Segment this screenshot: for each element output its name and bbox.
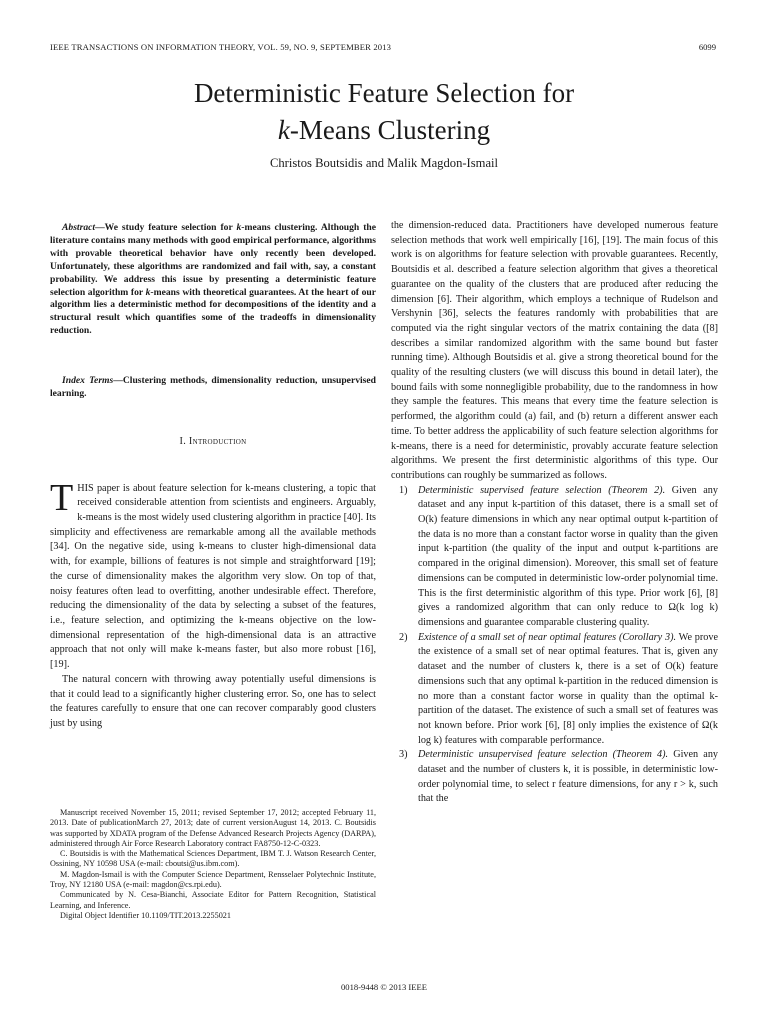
list-item-heading: Deterministic supervised feature selection (Theorem 2). (418, 484, 666, 496)
abstract-k-2: k (145, 286, 151, 298)
list-item-text: Given any dataset and the number of clusters k, it is possible, in deterministic low-order polynomial time, to select r feature dimensions, for any r > k, such that the (418, 749, 719, 805)
footnote-manuscript: Manuscript received November 15, 2011; revised September 17, 2012; accepted February 11, 2013. Date of publicationMarch 27, 2013; date of current versionAugust 14, 2013. C. Boutsidis was supported by XDATA program of the Defense Advanced Research Projects Agency (DARPA), administered through Air Force Research Laboratory contract FA8750-12-C-0323. (50, 808, 376, 848)
section-title: Introduction (188, 435, 247, 447)
abstract-text-a: —We study feature selection for (95, 222, 237, 233)
copyright-footer: 0018-9448 © 2013 IEEE (340, 982, 427, 992)
right-column (391, 219, 718, 807)
page-number: 6099 (698, 42, 716, 52)
paper-title-line2 (0, 114, 768, 147)
list-item-number: 1) (399, 484, 408, 496)
index-terms-label: Index Terms (62, 375, 114, 387)
intro-paragraph-2: The natural concern with throwing away potentially useful dimensions is that it could lead to a significantly higher clustering error. So, one has to select the features carefully to ensure that one can recover comparably good clusters just by using (50, 673, 376, 729)
introduction (50, 476, 376, 732)
list-item (391, 484, 718, 631)
abstract-text-b: -means clustering. Although the literature contains many methods with good empirical performance, algorithms with provable theoretical behavior have only recently been developed. Unfortunately, these algorithms are randomized and fail with, say, a constant probability. We address this issue by presenting a deterministic feature selection algorithm for (50, 222, 377, 298)
list-item (391, 748, 718, 807)
title-variable-k: k (277, 115, 290, 145)
list-item-heading: Existence of a small set of near optimal features (Corollary 3). (418, 631, 677, 643)
abstract-text-c: -means with theoretical guarantees. At the heart of our algorithm lies a deterministic method for decompositions of the identity and a structural result which quantifies some of the tradeoffs in dimensionality reduction. (50, 286, 376, 337)
list-item-text: We prove the existence of a small set of near optimal features. That is, given any dataset and the number of clusters k, there is a set of O(k) feature dimensions such that any optimal k-partition in the reduced dimension is no more than a constant factor worse in quality than the optimal k-partition of the dataset. The existence of such a small set of features was not known before. Prior work [6], [8] only implies the existence of Ω(k log k) features with comparable performance. (418, 631, 718, 746)
list-item-number: 3) (399, 749, 408, 761)
abstract (50, 222, 376, 338)
right-paragraph-1: the dimension-reduced data. Practitioners have developed numerous feature selection methods that work well empirically [16], [19]. The main focus of this work is on algorithms for feature selection with provable guarantees. Recently, Boutsidis et al. described a feature selection algorithm that gives a theoretical guarantee on the quality of the clusters that are produced after reducing the dimension [6]. Their algorithm, which employs a technique of Rudelson and Vershynin [36], selects the features randomly with probabilities that are computed via the right singular vectors of the matrix containing the data ([8] describes a similar randomized algorithm with the same bound but faster running time). Although Boutsidis et al. give a strong theoretical bound for the quality of the resulting clusters (we will discuss this bound in detail later), the bound fails with some nonnegligible probability, due to the randomness in how they sample the features. This means that every time the feature selection is performed, the algorithm could (a) fail, and (b) return a different answer each time. To better address the applicability of such feature selection algorithms for k-means, there is a need for deterministic, provably accurate feature selection algorithms. We present the first deterministic algorithms of this type. Our contributions can roughly be summarized as follows. (391, 220, 718, 481)
list-item-heading: Deterministic unsupervised feature selection (Theorem 4). (418, 749, 669, 761)
drop-cap: T (50, 476, 74, 519)
running-header: IEEE TRANSACTIONS ON INFORMATION THEORY, VOL. 59, NO. 9, SEPTEMBER 2013 (50, 42, 392, 52)
footnote-communicated: Communicated by N. Cesa-Bianchi, Associate Editor for Pattern Recognition, Statistical Learning, and Inference. (50, 890, 376, 910)
intro-paragraph-1: HIS paper is about feature selection for k-means clustering, a topic that received considerable attention from scientists and engineers. Arguably, k-means is the most widely used clustering algorithm in practice [40]. Its simplicity and effectiveness are remarkable among all the available methods [34]. On the negative side, using k-means to cluster high-dimensional data with, for example, billions of features is not simple and straightforward [19]; the curse of dimensionality makes the algorithm very slow. On top of that, noisy features often lead to overfitting, another undesirable effect. Therefore, reducing the dimensionality of the data by selecting a subset of the features, i.e., feature selection, and optimizing the k-means objective on the low-dimensional representation of the high-dimensional data is an attractive approach that not only will make k-means faster, but also more robust [16], [19]. (50, 482, 376, 671)
footnote-boutsidis: C. Boutsidis is with the Mathematical Sciences Department, IBM T. J. Watson Research Center, Ossining, NY 10598 USA (e-mail: cboutsi@us.ibm.com). (50, 849, 376, 869)
abstract-label: Abstract (62, 222, 96, 233)
footnote-doi: Digital Object Identifier 10.1109/TIT.2013.2255021 (60, 910, 231, 920)
list-item-text: Given any dataset and any input k-partition of this dataset, there is a small set of O(k) feature dimensions in which any near optimal output k-partition of the data is no more than a constant factor worse in quality than the given input k-partition (the quality of the input and output k-partitions are compared in the original dimension). Moreover, this small set of feature dimensions can be computed in deterministic low-order polynomial time. This is the first deterministic algorithm of this type. Prior work [6], [8] gives a randomized algorithm that can only reduce to Ω(k log k) dimensions and guarantee comparable clustering quality. (418, 484, 718, 628)
contributions-list (391, 484, 718, 807)
index-terms-text: —Clustering methods, dimensionality reduction, unsupervised learning. (50, 375, 376, 400)
footnote-magdon-ismail: M. Magdon-Ismail is with the Computer Science Department, Rensselaer Polytechnic Institute, Troy, NY 12180 USA (e-mail: magdon@cs.rpi.edu). (50, 869, 376, 890)
abstract-k: k (236, 222, 242, 233)
paper-title-line1: Deterministic Feature Selection for (193, 78, 575, 108)
list-item (391, 631, 718, 749)
left-column (50, 222, 376, 732)
list-item-number: 2) (399, 631, 408, 643)
section-numeral: I. (179, 435, 187, 447)
index-terms (50, 375, 376, 401)
authors: Christos Boutsidis and Malik Magdon-Ismail (269, 156, 499, 170)
title-rest: -Means Clustering (289, 115, 491, 145)
section-heading (50, 435, 376, 450)
footnotes (50, 808, 376, 921)
